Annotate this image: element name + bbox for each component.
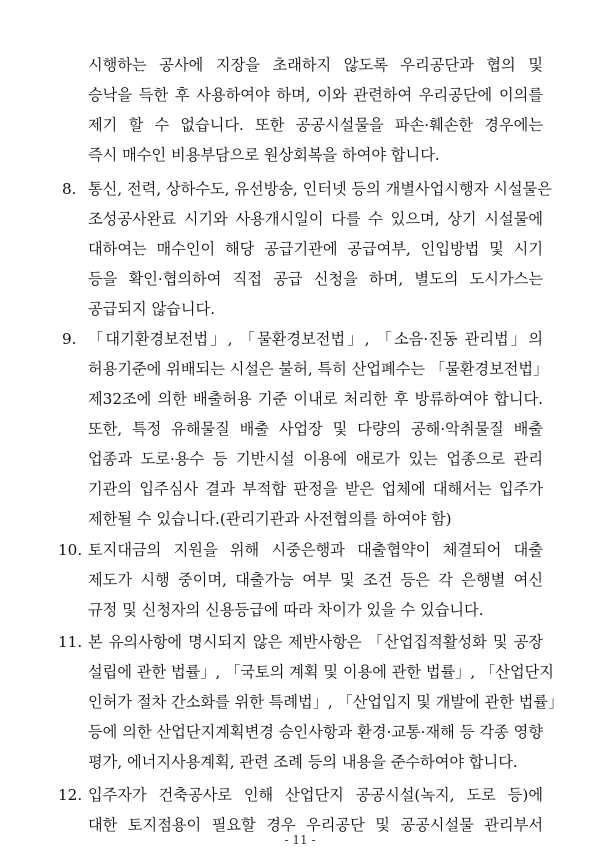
text-line: 대하여는 매수인이 해당 공급기관에 공급여부, 인입방법 및 시기	[88, 240, 543, 258]
text-line: 제32조에 의한 배출허용 기준 이내로 처리한 후 방류하여야 합니다.	[88, 390, 543, 408]
text-line: 제기 할 수 없습니다. 또한 공공시설물을 파손·훼손한 경우에는	[88, 116, 543, 134]
text-line: 규정 및 신청자의 신용등급에 따라 차이가 있을 수 있습니다.	[88, 601, 484, 619]
text-line: 토지대금의 지원을 위해 시중은행과 대출협약이 체결되어 대출	[88, 541, 543, 559]
text-line: 입주자가 건축공사로 인해 산업단지 공공시설(녹지, 도로 등)에	[88, 786, 543, 804]
text-line: 업종과 도로·용수 등 기반시설 이용에 애로가 있는 업종으로 관리	[88, 450, 543, 468]
item-number: 12.	[58, 786, 83, 804]
text-line: 공급되지 않습니다.	[88, 300, 216, 318]
text-line: 등에 의한 산업단지계획변경 승인사항과 환경·교통·재해 등 각종 영향	[88, 723, 543, 741]
text-line: 제한될 수 있습니다.(관리기관과 사전협의를 하여야 함)	[88, 510, 452, 528]
text-line: 즉시 매수인 비용부담으로 원상회복을 하여야 합니다.	[88, 146, 440, 164]
text-line: 승낙을 득한 후 사용하여야 하며, 이와 관련하여 우리공단에 이의를	[88, 86, 543, 104]
text-line: 기관의 입주심사 결과 부적합 판정을 받은 업체에 대해서는 입주가	[88, 480, 543, 498]
item-number: 11.	[58, 633, 83, 651]
item-number: 10.	[58, 541, 83, 559]
text-line: 허용기준에 위배되는 시설은 불허, 특히 산업폐수는 「물환경보전법」	[88, 360, 549, 378]
text-line: 제도가 시행 중이며, 대출가능 여부 및 조건 등은 각 은행별 여신	[88, 571, 543, 589]
text-line: 인허가 절차 간소화를 위한 특례법」, 「산업입지 및 개발에 관한 법률」	[88, 693, 564, 711]
item-number: 8.	[62, 180, 77, 198]
text-line: 시행하는 공사에 지장을 초래하지 않도록 우리공단과 협의 및	[88, 56, 543, 74]
text-line: 「대기환경보전법」, 「물환경보전법」, 「소음·진동 관리법」의	[88, 330, 543, 348]
text-line: 등을 확인·협의하여 직접 공급 신청을 하며, 별도의 도시가스는	[88, 270, 543, 288]
text-line: 평가, 에너지사용계획, 관련 조례 등의 내용을 준수하여야 합니다.	[88, 753, 518, 771]
text-line: 통신, 전력, 상하수도, 유선방송, 인터넷 등의 개별사업시행자 시설물은	[88, 180, 552, 198]
text-line: 또한, 특정 유해물질 배출 사업장 및 다량의 공해·악취물질 배출	[88, 420, 543, 438]
text-line: 설립에 관한 법률」, 「국토의 계획 및 이용에 관한 법률」, 「산업단지	[88, 663, 554, 681]
text-line: 조성공사완료 시기와 사용개시일이 다를 수 있으며, 상기 시설물에	[88, 210, 543, 228]
page-number: - 11 -	[284, 833, 316, 847]
text-line: 본 유의사항에 명시되지 않은 제반사항은 「산업집적활성화 및 공장	[88, 633, 543, 651]
text-line: 대한 토지점용이 필요할 경우 우리공단 및 공공시설물 관리부서	[88, 816, 543, 834]
item-number: 9.	[62, 330, 77, 348]
